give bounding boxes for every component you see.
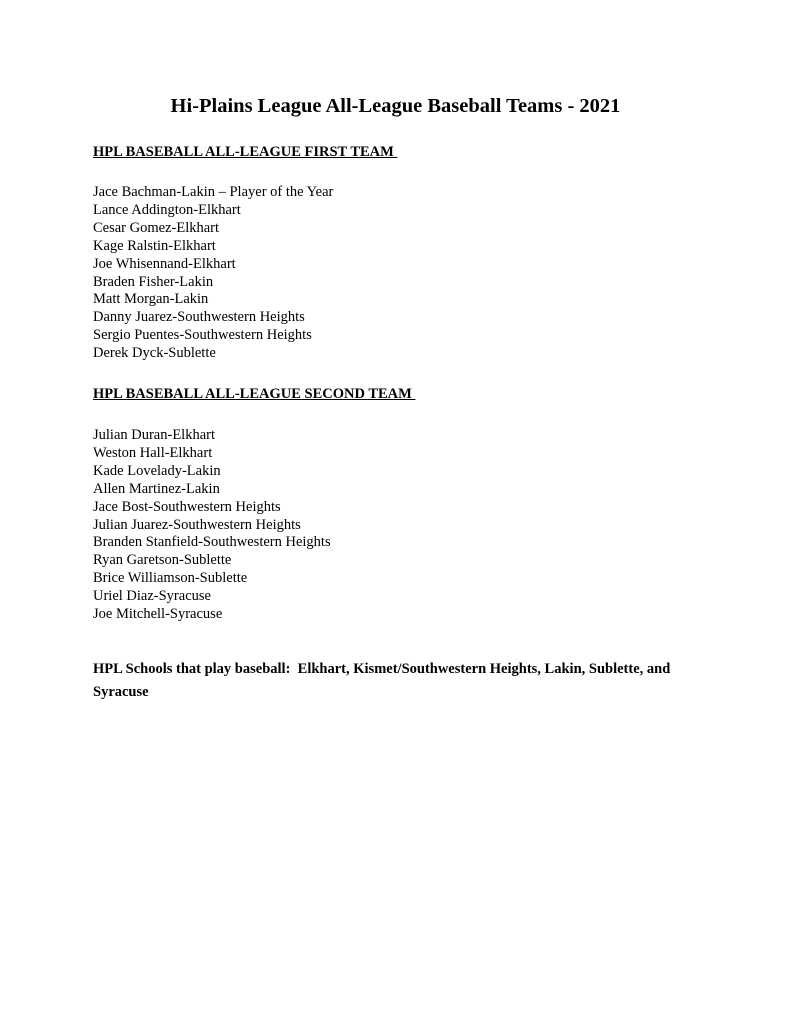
list-item: Joe Mitchell-Syracuse — [93, 606, 223, 623]
list-item: Jace Bachman-Lakin – Player of the Year — [93, 184, 334, 200]
list-item: Ryan Garetson-Sublette — [93, 552, 232, 569]
list-item: Derek Dyck-Sublette — [93, 345, 216, 362]
list-item: Matt Morgan-Lakin — [93, 291, 209, 308]
list-item: Braden Fisher-Lakin — [93, 273, 214, 290]
list-item: Julian Duran-Elkhart — [93, 427, 216, 443]
first-team-heading: HPL BASEBALL ALL-LEAGUE FIRST TEAM — [93, 144, 398, 160]
list-item: Kade Lovelady-Lakin — [93, 462, 221, 479]
page-title: Hi-Plains League All-League Baseball Teams - 2021 — [170, 95, 621, 117]
list-item: Julian Juarez-Southwestern Heights — [93, 516, 301, 533]
list-item: Allen Martinez-Lakin — [93, 480, 220, 497]
list-item: Lance Addington-Elkhart — [93, 201, 241, 218]
list-item: Cesar Gomez-Elkhart — [93, 219, 220, 236]
list-item: Brice Williamson-Sublette — [93, 570, 248, 587]
list-item: Weston Hall-Elkhart — [93, 444, 213, 461]
list-item: Uriel Diaz-Syracuse — [93, 588, 211, 605]
list-item: Joe Whisennand-Elkhart — [93, 255, 236, 272]
list-item: Jace Bost-Southwestern Heights — [93, 498, 281, 515]
second-team-list — [93, 427, 331, 624]
schools-note: HPL Schools that play baseball: Elkhart, Kismet/Southwestern Heights, Lakin, Sublette, and Syracuse — [93, 661, 674, 700]
second-team-heading: HPL BASEBALL ALL-LEAGUE SECOND TEAM — [93, 386, 416, 402]
list-item: Kage Ralstin-Elkhart — [93, 237, 216, 254]
list-item: Branden Stanfield-Southwestern Heights — [93, 534, 331, 551]
first-team-list — [93, 184, 333, 363]
list-item: Sergio Puentes-Southwestern Heights — [93, 327, 312, 344]
list-item: Danny Juarez-Southwestern Heights — [93, 309, 305, 326]
